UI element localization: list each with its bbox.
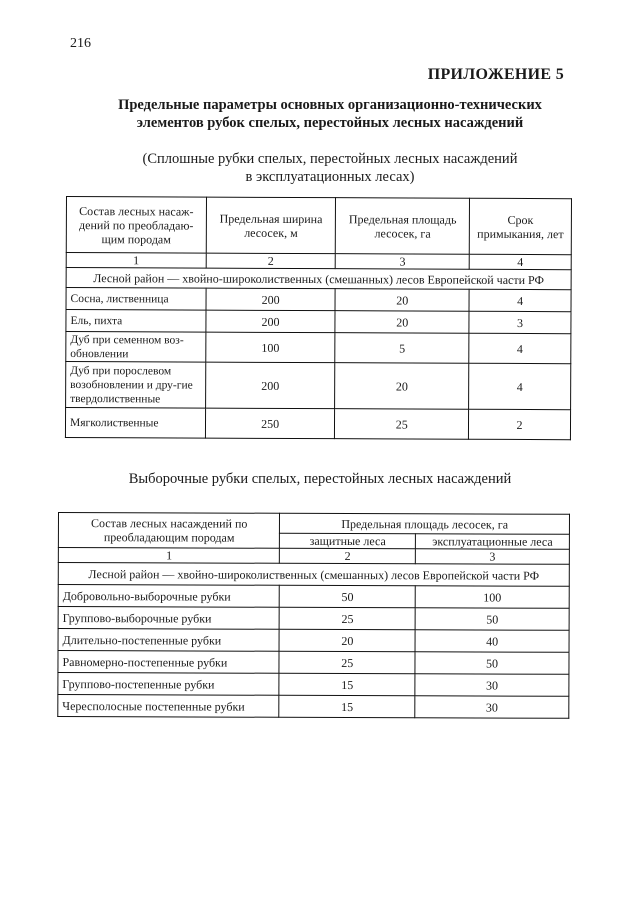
table-header-row bbox=[58, 513, 569, 535]
exploitation-area-cell: 30 bbox=[415, 674, 569, 697]
protective-area-cell: 50 bbox=[280, 585, 416, 607]
cutting-type-cell: Добровольно-выборочные рубки bbox=[58, 585, 280, 608]
selective-cutting-table bbox=[57, 512, 570, 719]
column-number: 2 bbox=[206, 253, 336, 269]
adjacency-cell: 3 bbox=[469, 311, 571, 333]
table-row bbox=[66, 310, 571, 334]
subtitle-line: в эксплуатационных лесах) bbox=[245, 169, 415, 185]
appendix-label: ПРИЛОЖЕНИЕ 5 bbox=[427, 66, 564, 83]
title-line: Предельные параметры основных организационно-технических bbox=[118, 97, 542, 113]
cutting-type-cell: Группово-постепенные рубки bbox=[58, 673, 280, 696]
table-row bbox=[66, 362, 571, 410]
adjacency-cell: 2 bbox=[469, 409, 571, 439]
header-composition: Состав лесных насаждений по преобладающим породам bbox=[58, 513, 280, 549]
header-area: Предельная площадь лесосек, га bbox=[336, 198, 470, 255]
width-cell: 200 bbox=[205, 362, 335, 409]
column-number: 1 bbox=[66, 253, 206, 269]
species-cell: Ель, пихта bbox=[66, 310, 206, 333]
area-cell: 25 bbox=[335, 409, 469, 440]
species-cell: Мягколиственные bbox=[65, 408, 205, 439]
exploitation-area-cell: 50 bbox=[415, 652, 569, 675]
protective-area-cell: 20 bbox=[279, 629, 415, 651]
document-subtitle bbox=[80, 150, 580, 186]
exploitation-area-cell: 40 bbox=[415, 630, 569, 653]
area-cell: 20 bbox=[335, 311, 469, 334]
column-number: 2 bbox=[280, 548, 416, 563]
table-row bbox=[58, 651, 569, 675]
width-cell: 200 bbox=[206, 310, 336, 333]
title-line: элементов рубок спелых, перестойных лесных насаждений bbox=[136, 115, 524, 131]
species-cell: Сосна, лиственница bbox=[66, 288, 206, 311]
region-label: Лесной район — хвойно-широколиственных (смешанных) лесов Европейской части РФ bbox=[58, 563, 569, 587]
table-row bbox=[65, 408, 570, 440]
area-cell: 5 bbox=[335, 333, 469, 364]
exploitation-area-cell: 30 bbox=[415, 696, 569, 719]
clearcut-parameters-table bbox=[65, 196, 572, 440]
width-cell: 100 bbox=[206, 332, 336, 363]
adjacency-cell: 4 bbox=[469, 363, 571, 409]
exploitation-area-cell: 50 bbox=[415, 608, 569, 631]
area-cell: 20 bbox=[335, 289, 469, 312]
table-row bbox=[58, 695, 569, 719]
section-title: Выборочные рубки спелых, перестойных лесных насаждений bbox=[128, 471, 512, 487]
header-protective-forests: защитные леса bbox=[280, 533, 416, 548]
adjacency-cell: 4 bbox=[469, 333, 571, 363]
header-adjacency: Срок примыкания, лет bbox=[469, 198, 571, 254]
column-number: 4 bbox=[469, 254, 571, 269]
subtitle-line: (Сплошные рубки спелых, перестойных лесных насаждений bbox=[142, 151, 518, 167]
exploitation-area-cell: 100 bbox=[415, 586, 569, 609]
column-number: 1 bbox=[58, 548, 280, 564]
cutting-type-cell: Равномерно-постепенные рубки bbox=[58, 651, 280, 674]
adjacency-cell: 4 bbox=[469, 289, 571, 311]
protective-area-cell: 15 bbox=[279, 673, 415, 695]
column-number-row bbox=[58, 548, 569, 565]
header-exploitation-forests: эксплуатационные леса bbox=[416, 534, 570, 550]
table-row bbox=[66, 288, 571, 312]
page-number: 216 bbox=[70, 36, 91, 51]
table-header-row bbox=[66, 197, 571, 255]
width-cell: 250 bbox=[205, 408, 335, 439]
header-composition: Состав лесных насаж-дений по преобладаю-щим породам bbox=[66, 197, 206, 254]
header-width: Предельная ширина лесосек, м bbox=[206, 197, 336, 254]
region-row bbox=[58, 563, 569, 587]
column-number: 3 bbox=[336, 254, 470, 270]
table-row bbox=[58, 629, 569, 653]
table-row bbox=[66, 332, 571, 364]
table-row bbox=[58, 607, 569, 631]
protective-area-cell: 25 bbox=[280, 607, 416, 629]
table-row bbox=[58, 585, 569, 609]
region-label: Лесной район — хвойно-широколиственных (смешанных) лесов Европейской части РФ bbox=[66, 268, 571, 290]
table-row bbox=[58, 673, 569, 697]
protective-area-cell: 25 bbox=[279, 651, 415, 673]
document-title bbox=[80, 96, 580, 132]
header-area: Предельная площадь лесосек, га bbox=[280, 513, 570, 534]
species-cell: Дуб при порослевом возобновлении и дру-гие твердолиственные bbox=[66, 362, 206, 409]
width-cell: 200 bbox=[206, 288, 336, 311]
column-number: 3 bbox=[415, 549, 569, 565]
cutting-type-cell: Длительно-постепенные рубки bbox=[58, 629, 280, 652]
area-cell: 20 bbox=[335, 363, 469, 410]
cutting-type-cell: Чересполосные постепенные рубки bbox=[58, 695, 280, 718]
cutting-type-cell: Группово-выборочные рубки bbox=[58, 607, 280, 630]
protective-area-cell: 15 bbox=[279, 695, 415, 717]
region-row bbox=[66, 268, 571, 290]
species-cell: Дуб при семенном воз-обновлении bbox=[66, 332, 206, 363]
